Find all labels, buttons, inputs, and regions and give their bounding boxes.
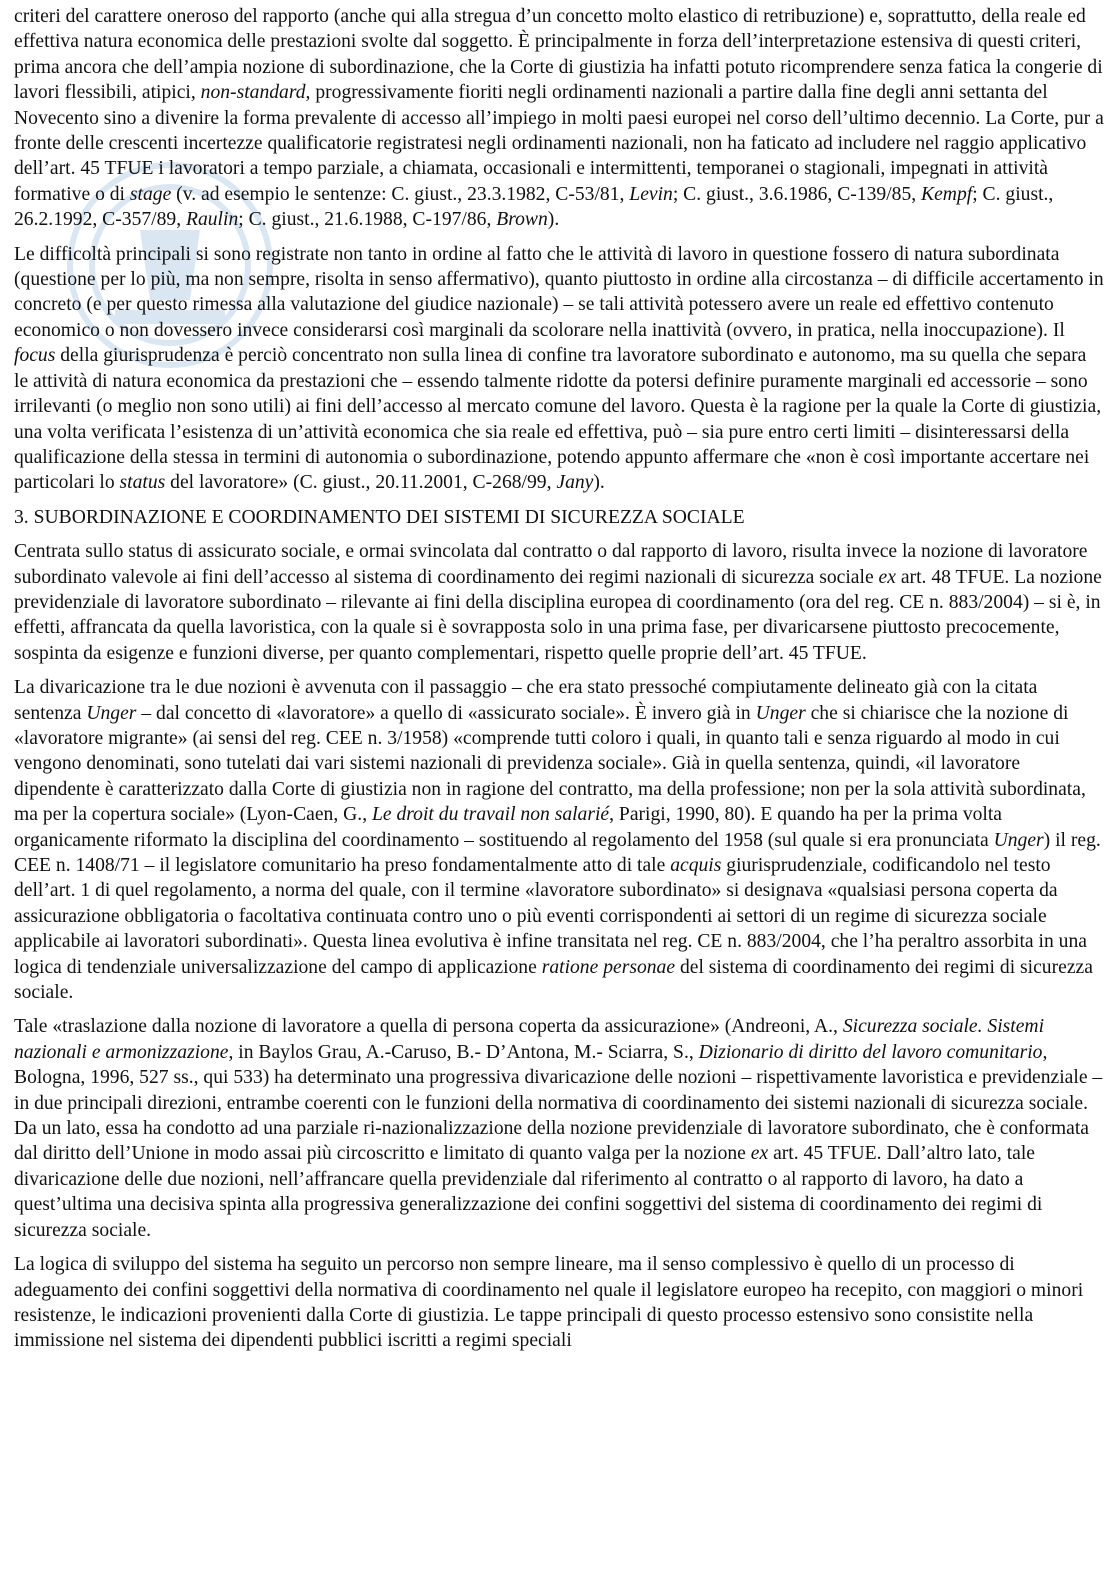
text-run: La logica di sviluppo del sistema ha seguito un percorso non sempre lineare, ma il senso complessivo è quello di un processo di adeguamento dei confini soggettivi della normativa di coordinamento nel quale il legislatore europeo ha recepito, con maggiori o minori resistenze, le indicazioni provenienti dalla Corte di giustizia. Le tappe principali di questo processo estensivo sono consistite nella immissione nel sistema dei dipendenti pubblici iscritti a regimi speciali bbox=[14, 1254, 1084, 1352]
text-run: Tale «traslazione dalla nozione di lavoratore a quella di persona coperta da assicurazione» (Andreoni, A., bbox=[14, 1016, 843, 1038]
book-title: Sicurezza sociale. Sistemi nazionali e armonizzazione bbox=[14, 1016, 1045, 1063]
case-name: Unger bbox=[993, 829, 1044, 851]
book-title: Dizionario di diritto del lavoro comunitario bbox=[698, 1041, 1043, 1063]
paragraph-2 bbox=[14, 242, 1104, 496]
text-run: Centrata sullo status di assicurato sociale, e ormai svincolata dal contratto o dal rapporto di lavoro, risulta invece la nozione di lavoratore subordinato valevole ai fini dell’accesso al sistema di coordinamento dei regimi nazionali di sicurezza sociale bbox=[14, 541, 1088, 588]
case-name: Levin bbox=[629, 183, 673, 205]
text-run: ; C. giust., 26.2.1992, C-357/89, bbox=[14, 183, 1054, 231]
text-run: , in Baylos Grau, A.-Caruso, B.- D’Antona, M.- Sciarra, S., bbox=[228, 1041, 699, 1063]
text-run: del lavoratore» (C. giust., 20.11.2001, C-268/99, bbox=[165, 472, 557, 494]
text-run: della giurisprudenza è perciò concentrato non sulla linea di confine tra lavoratore subordinato e autonomo, ma su quella che separa le attività di natura economica da prestazioni che – essendo talmente ridotte da potersi definire puramente marginali ed accessorie – sono irrilevanti (o meglio non sono utili) ai fini dell’accesso al mercato comune del lavoro. Questa è la ragione per la quale la Corte di giustizia, una volta verificata l’esistenza di un’attività economica che sia reale ed effettiva, può – sia pure entro certi limiti – disinteressarsi della qualificazione della stessa in termini di autonomia o subordinazione, potendo appunto affermare che «non è così importante accertare nei particolari lo bbox=[14, 345, 1102, 494]
text-run: Le difficoltà principali si sono registrate non tanto in ordine al fatto che le attività di lavoro in questione fossero di natura subordinata (questione per lo più, ma non sempre, risolta in senso affermativo), quanto piuttosto in ordine alla circostanza – di difficile accertamento in concreto (e per questo rimessa alla valutazione del giudice nazionale) – se tali attività potessero avere un reale ed effettivo contenuto economico o non dovessero invece considerarsi così marginali da scolorare nella inattività (ovvero, in pratica, nella inoccupazione). Il bbox=[14, 243, 1104, 341]
text-run: (v. ad esempio le sentenze: C. giust., 23.3.1982, C-53/81, bbox=[171, 183, 630, 205]
text-run: ) il reg. CEE n. 1408/71 – il legislatore comunitario ha preso fondamentalmente atto di tale bbox=[14, 829, 1101, 876]
case-name: Jany bbox=[556, 472, 594, 494]
italic-term: non-standard bbox=[200, 82, 306, 104]
paragraph-5 bbox=[14, 1014, 1104, 1243]
italic-term: status bbox=[119, 472, 166, 494]
text-run: , Bologna, 1996, 527 ss., qui 533) ha determinato una progressiva divaricazione delle nozioni – rispettivamente lavoristica e previdenziale – in due principali direzioni, entrambe coerenti con le funzioni della normativa di coordinamento dei sistemi nazionali di sicurezza sociale. Da un lato, essa ha condotto ad una parziale ri-nazionalizzazione della nozione previdenziale di lavoratore subordinato, che è conformata dal diritto dell’Unione in modo assai più circoscritto e limitato di quanto valga per la nozione bbox=[14, 1041, 1103, 1165]
italic-term: ex bbox=[750, 1143, 769, 1165]
case-name: Unger bbox=[86, 702, 137, 724]
text-run: , Parigi, 1990, 80). E quando ha per la prima volta organicamente riformato la disciplina del coordinamento – sostituendo al regolamento del 1958 (sul quale si era pronunciata bbox=[14, 804, 1002, 851]
text-run: ). bbox=[547, 209, 560, 231]
text-run: – dal concetto di «lavoratore» a quello di «assicurato sociale». È invero già in bbox=[136, 702, 756, 724]
text-run: ). bbox=[593, 472, 605, 494]
case-name: Kempf bbox=[921, 183, 973, 205]
book-title: Le droit du travail non salarié bbox=[372, 804, 610, 826]
paragraph-3 bbox=[14, 539, 1104, 666]
paragraph-1 bbox=[14, 4, 1104, 233]
text-run: art. 45 TFUE. Dall’altro lato, tale divaricazione delle due nozioni, nell’affrancare quella previdenziale dal riferimento al contratto o al rapporto di lavoro, ha dato a quest’ultima una decisiva spinta alla progressiva generalizzazione dei confini soggettivi del sistema di coordinamento dei regimi di sicurezza sociale. bbox=[14, 1143, 1043, 1241]
paragraph-4 bbox=[14, 675, 1104, 1005]
case-name: Raulin bbox=[186, 209, 239, 231]
italic-term: ratione personae bbox=[541, 956, 676, 978]
paragraph-6 bbox=[14, 1252, 1104, 1354]
case-name: Unger bbox=[755, 702, 806, 724]
text-run: art. 48 TFUE. La nozione previdenziale di lavoratore subordinato – rilevante ai fini della disciplina europea di coordinamento (ora del reg. CE n. 883/2004) – si è, in effetti, affrancata da quella lavoristica, con la quale si è sovrapposta solo in una prima fase, per divaricarsene piuttosto precocemente, sospinta da esigenze e funzioni diverse, per quanto complementari, rispetto quelle proprie dell’art. 45 TFUE. bbox=[14, 566, 1102, 664]
italic-term: stage bbox=[129, 183, 172, 205]
text-run: ; C. giust., 21.6.1988, C-197/86, bbox=[238, 209, 497, 231]
italic-term: acquis bbox=[670, 855, 722, 876]
italic-term: focus bbox=[14, 345, 56, 367]
italic-term: ex bbox=[878, 566, 896, 588]
document-page bbox=[14, 4, 1104, 1363]
case-name: Brown bbox=[496, 209, 548, 231]
text-run: giurisprudenziale, codificandolo nel testo dell’art. 1 di quel regolamento, a norma del quale, con il termine «lavoratore subordinato» si designava «qualsiasi persona coperta da assicurazione obbligatoria o facoltativa continuata contro uno o più eventi corrispondenti ai settori di un regime di sicurezza sociale applicabile ai lavoratori subordinati». Questa linea evolutiva è infine transitata nel reg. CE n. 883/2004, che l’ha peraltro assorbita in una logica di tendenziale universalizzazione del campo di applicazione bbox=[14, 855, 1087, 978]
text-run: criteri del carattere oneroso del rapporto (anche qui alla stregua d’un concetto molto elastico di retribuzione) e, soprattutto, della reale ed effettiva natura economica delle prestazioni svolte dal soggetto. È principalmente in forza dell’interpretazione estensiva di questi criteri, prima ancora che dell’ampia nozione di subordinazione, che la Corte di giustizia ha infatti potuto ricomprendere senza fatica la congerie di lavori flessibili, atipici, bbox=[14, 6, 1103, 104]
text-run: ; C. giust., 3.6.1986, C-139/85, bbox=[672, 183, 922, 205]
section-heading: 3. SUBORDINAZIONE E COORDINAMENTO DEI SISTEMI DI SICUREZZA SOCIALE bbox=[14, 506, 745, 528]
text-run: , progressivamente fioriti negli ordinamenti nazionali a partire dalla fine degli anni settanta del Novecento sino a divenire la forma prevalente di accesso all’impiego in molti paesi europei nel corso dell’ultimo decennio. La Corte, pur a fronte delle crescenti incertezze qualificatorie registratesi negli ordinamenti nazionali, non ha faticato ad includere nel raggio applicativo dell’art. 45 TFUE i lavoratori a tempo parziale, a chiamata, occasionali e intermittenti, temporanei o stagionali, impegnati in attività formative o di bbox=[14, 82, 1104, 205]
text-run: La divaricazione tra le due nozioni è avvenuta con il passaggio – che era stato pressoché compiutamente delineato già con la citata sentenza bbox=[14, 677, 1038, 724]
text-run: del sistema di coordinamento dei regimi di sicurezza sociale. bbox=[14, 956, 1093, 1004]
text-run: che si chiarisce che la nozione di «lavoratore migrante» (ai sensi del reg. CEE n. 3/1958) «comprende tutti coloro i quali, in quanto tali e senza riguardo al modo in cui vengono denominati, sono tutelati dai vari sistemi nazionali di previdenza sociale». Già in quella sentenza, quindi, «il lavoratore dipendente è caratterizzato dalla Corte di giustizia non in ragione del contratto, ma della professione; non per la sola attività subordinata, ma per la copertura sociale» (Lyon-Caen, G., bbox=[14, 702, 1086, 826]
